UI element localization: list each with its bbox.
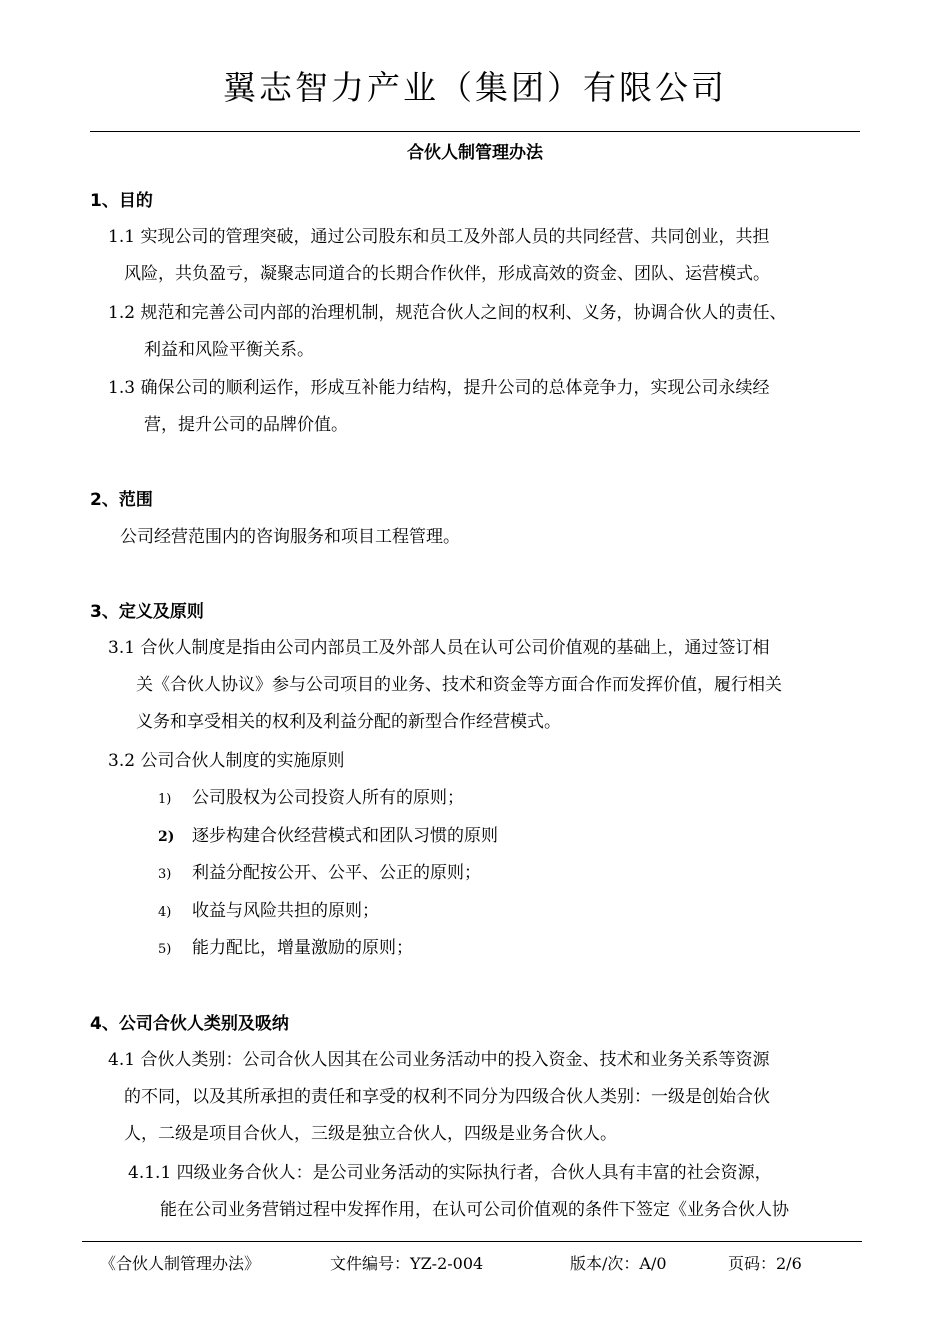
paragraph-line: 人，二级是项目合伙人，三级是独立合伙人，四级是业务合伙人。 xyxy=(124,1124,617,1144)
paragraph-line: 关《合伙人协议》参与公司项目的业务、技术和资金等方面合作而发挥价值，履行相关 xyxy=(136,675,782,695)
paragraph-line: 1.1 实现公司的管理突破，通过公司股东和员工及外部人员的共同经营、共同创业，共担 xyxy=(108,227,770,247)
list-item-text: 公司股权为公司投资人所有的原则； xyxy=(192,788,464,808)
list-item-text: 利益分配按公开、公平、公正的原则； xyxy=(192,863,481,883)
footer-page-number: 页码：2/6 xyxy=(728,1254,802,1273)
list-item xyxy=(158,935,413,963)
paragraph-line: 营，提升公司的品牌价值。 xyxy=(144,415,348,435)
paragraph-line: 义务和享受相关的权利及利益分配的新型合作经营模式。 xyxy=(136,712,561,732)
section-2-text: 公司经营范围内的咨询服务和项目工程管理。 xyxy=(120,527,460,547)
list-item-number: 1) xyxy=(158,792,172,807)
section-1-1-paragraph xyxy=(108,219,770,293)
list-item xyxy=(158,898,379,926)
paragraph-line: 4.1.1 四级业务合伙人：是公司业务活动的实际执行者，合伙人具有丰富的社会资源， xyxy=(128,1163,772,1183)
footer-version: 版本/次：A/0 xyxy=(570,1254,667,1273)
document-title: 合伙人制管理办法 xyxy=(407,143,543,163)
paragraph-line: 利益和风险平衡关系。 xyxy=(144,340,314,360)
list-item-text: 逐步构建合伙经营模式和团队习惯的原则 xyxy=(192,826,498,846)
paragraph-line: 3.1 合伙人制度是指由公司内部员工及外部人员在认可公司价值观的基础上，通过签订相 xyxy=(108,638,770,658)
paragraph-line: 1.2 规范和完善公司内部的治理机制，规范合伙人之间的权利、义务，协调合伙人的责任、 xyxy=(108,303,787,323)
section-4-1-1-paragraph xyxy=(128,1155,789,1229)
footer-divider xyxy=(82,1241,862,1242)
section-2-heading: 2、范围 xyxy=(90,490,153,510)
list-item-number: 5) xyxy=(158,942,172,957)
list-item xyxy=(158,823,498,850)
section-1-heading: 1、目的 xyxy=(90,191,153,211)
section-1-3-paragraph xyxy=(108,370,769,444)
header-divider xyxy=(90,131,860,132)
section-4-1-paragraph xyxy=(108,1042,770,1153)
company-name: 翼志智力产业（集团）有限公司 xyxy=(223,68,727,107)
section-4-heading: 4、公司合伙人类别及吸纳 xyxy=(90,1014,289,1034)
paragraph-line: 风险，共负盈亏，凝聚志同道合的长期合作伙伴，形成高效的资金、团队、运营模式。 xyxy=(124,264,770,284)
list-item-number: 2) xyxy=(158,829,175,845)
footer-document-name: 《合伙人制管理办法》 xyxy=(100,1254,261,1273)
paragraph-line: 1.3 确保公司的顺利运作，形成互补能力结构，提升公司的总体竞争力，实现公司永续经 xyxy=(108,378,770,398)
list-item xyxy=(158,860,481,888)
section-3-heading: 3、定义及原则 xyxy=(90,602,204,622)
list-item-text: 收益与风险共担的原则； xyxy=(192,901,379,921)
list-item-number: 4) xyxy=(158,905,172,920)
list-item xyxy=(158,785,464,813)
section-3-2-paragraph: 3.2 公司合伙人制度的实施原则 xyxy=(108,751,345,771)
paragraph-line: 能在公司业务营销过程中发挥作用，在认可公司价值观的条件下签定《业务合伙人协 xyxy=(160,1200,789,1220)
paragraph-line: 4.1 合伙人类别：公司合伙人因其在公司业务活动中的投入资金、技术和业务关系等资源 xyxy=(108,1050,770,1070)
list-item-text: 能力配比，增量激励的原则； xyxy=(192,938,413,958)
list-item-number: 3) xyxy=(158,867,172,882)
section-1-2-paragraph xyxy=(108,295,786,369)
section-3-1-paragraph xyxy=(108,630,782,741)
footer-file-number: 文件编号：YZ-2-004 xyxy=(330,1254,484,1273)
paragraph-line: 的不同，以及其所承担的责任和享受的权利不同分为四级合伙人类别：一级是创始合伙 xyxy=(124,1087,770,1107)
